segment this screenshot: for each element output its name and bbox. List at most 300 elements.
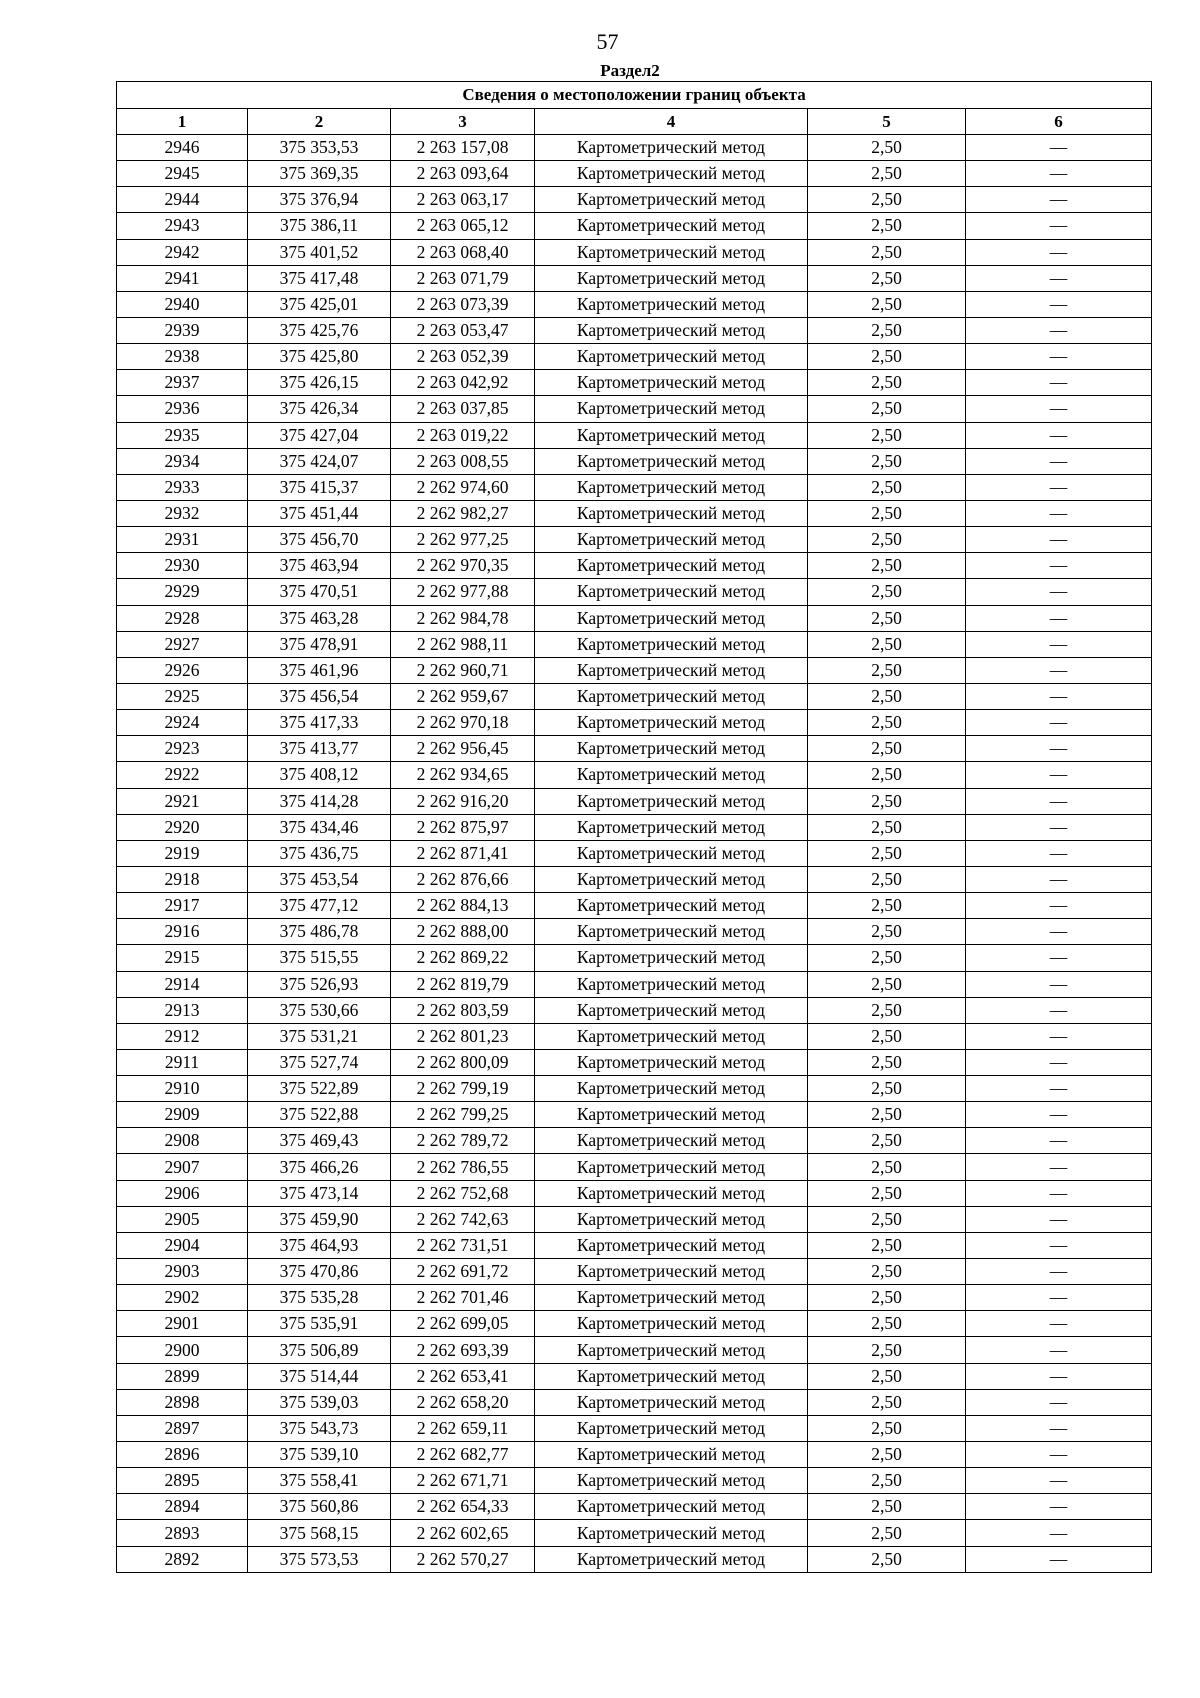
table-row: [117, 605, 1152, 631]
accuracy-cell: 2,50: [808, 1363, 966, 1389]
y-coordinate-cell: 2 262 691,72: [391, 1259, 535, 1285]
table-row: [117, 1023, 1152, 1049]
point-number-cell: 2928: [117, 605, 248, 631]
accuracy-cell: 2,50: [808, 579, 966, 605]
point-number-cell: 2919: [117, 840, 248, 866]
x-coordinate-cell: 375 515,55: [248, 945, 391, 971]
accuracy-cell: 2,50: [808, 1285, 966, 1311]
accuracy-cell: 2,50: [808, 631, 966, 657]
x-coordinate-cell: 375 386,11: [248, 213, 391, 239]
accuracy-cell: 2,50: [808, 1337, 966, 1363]
accuracy-cell: 2,50: [808, 1076, 966, 1102]
method-cell: Картометрический метод: [535, 161, 808, 187]
point-number-cell: 2901: [117, 1311, 248, 1337]
point-number-cell: 2935: [117, 422, 248, 448]
point-number-cell: 2907: [117, 1154, 248, 1180]
accuracy-cell: 2,50: [808, 1102, 966, 1128]
table-row: [117, 291, 1152, 317]
point-number-cell: 2927: [117, 631, 248, 657]
accuracy-cell: 2,50: [808, 1389, 966, 1415]
y-coordinate-cell: 2 262 659,11: [391, 1415, 535, 1441]
boundary-coordinates-table: [116, 81, 1152, 1573]
table-caption: Сведения о местоположении границ объекта: [117, 82, 1152, 109]
table-row: [117, 1285, 1152, 1311]
point-number-cell: 2934: [117, 448, 248, 474]
point-number-cell: 2918: [117, 866, 248, 892]
y-coordinate-cell: 2 262 701,46: [391, 1285, 535, 1311]
y-coordinate-cell: 2 262 602,65: [391, 1520, 535, 1546]
description-cell: —: [966, 1023, 1152, 1049]
description-cell: —: [966, 1468, 1152, 1494]
method-cell: Картометрический метод: [535, 1180, 808, 1206]
description-cell: —: [966, 1154, 1152, 1180]
x-coordinate-cell: 375 463,28: [248, 605, 391, 631]
column-number: 5: [808, 109, 966, 135]
x-coordinate-cell: 375 376,94: [248, 187, 391, 213]
y-coordinate-cell: 2 262 916,20: [391, 788, 535, 814]
point-number-cell: 2896: [117, 1442, 248, 1468]
y-coordinate-cell: 2 262 888,00: [391, 919, 535, 945]
x-coordinate-cell: 375 478,91: [248, 631, 391, 657]
y-coordinate-cell: 2 263 019,22: [391, 422, 535, 448]
point-number-cell: 2895: [117, 1468, 248, 1494]
description-cell: —: [966, 736, 1152, 762]
point-number-cell: 2893: [117, 1520, 248, 1546]
table-row: [117, 1389, 1152, 1415]
description-cell: —: [966, 527, 1152, 553]
description-cell: —: [966, 997, 1152, 1023]
point-number-cell: 2922: [117, 762, 248, 788]
x-coordinate-cell: 375 514,44: [248, 1363, 391, 1389]
point-number-cell: 2926: [117, 657, 248, 683]
x-coordinate-cell: 375 506,89: [248, 1337, 391, 1363]
y-coordinate-cell: 2 262 786,55: [391, 1154, 535, 1180]
method-cell: Картометрический метод: [535, 814, 808, 840]
table-row: [117, 736, 1152, 762]
y-coordinate-cell: 2 263 042,92: [391, 370, 535, 396]
point-number-cell: 2939: [117, 317, 248, 343]
description-cell: —: [966, 605, 1152, 631]
table-row: [117, 448, 1152, 474]
y-coordinate-cell: 2 262 982,27: [391, 500, 535, 526]
description-cell: —: [966, 1389, 1152, 1415]
y-coordinate-cell: 2 263 071,79: [391, 265, 535, 291]
accuracy-cell: 2,50: [808, 971, 966, 997]
y-coordinate-cell: 2 262 959,67: [391, 683, 535, 709]
description-cell: —: [966, 683, 1152, 709]
table-row: [117, 814, 1152, 840]
point-number-cell: 2905: [117, 1206, 248, 1232]
description-cell: —: [966, 919, 1152, 945]
method-cell: Картометрический метод: [535, 1128, 808, 1154]
method-cell: Картометрический метод: [535, 893, 808, 919]
y-coordinate-cell: 2 262 654,33: [391, 1494, 535, 1520]
method-cell: Картометрический метод: [535, 1494, 808, 1520]
method-cell: Картометрический метод: [535, 370, 808, 396]
y-coordinate-cell: 2 262 984,78: [391, 605, 535, 631]
accuracy-cell: 2,50: [808, 1494, 966, 1520]
y-coordinate-cell: 2 262 800,09: [391, 1049, 535, 1075]
y-coordinate-cell: 2 263 037,85: [391, 396, 535, 422]
accuracy-cell: 2,50: [808, 291, 966, 317]
x-coordinate-cell: 375 424,07: [248, 448, 391, 474]
x-coordinate-cell: 375 456,54: [248, 683, 391, 709]
y-coordinate-cell: 2 262 970,35: [391, 553, 535, 579]
x-coordinate-cell: 375 486,78: [248, 919, 391, 945]
y-coordinate-cell: 2 262 699,05: [391, 1311, 535, 1337]
description-cell: —: [966, 1076, 1152, 1102]
method-cell: Картометрический метод: [535, 1206, 808, 1232]
x-coordinate-cell: 375 558,41: [248, 1468, 391, 1494]
description-cell: —: [966, 1102, 1152, 1128]
x-coordinate-cell: 375 531,21: [248, 1023, 391, 1049]
method-cell: Картометрический метод: [535, 788, 808, 814]
x-coordinate-cell: 375 401,52: [248, 239, 391, 265]
description-cell: —: [966, 317, 1152, 343]
point-number-cell: 2892: [117, 1546, 248, 1572]
x-coordinate-cell: 375 535,91: [248, 1311, 391, 1337]
description-cell: —: [966, 1337, 1152, 1363]
method-cell: Картометрический метод: [535, 553, 808, 579]
method-cell: Картометрический метод: [535, 736, 808, 762]
table-row: [117, 553, 1152, 579]
x-coordinate-cell: 375 408,12: [248, 762, 391, 788]
point-number-cell: 2931: [117, 527, 248, 553]
table-row: [117, 919, 1152, 945]
y-coordinate-cell: 2 262 658,20: [391, 1389, 535, 1415]
accuracy-cell: 2,50: [808, 1180, 966, 1206]
description-cell: —: [966, 161, 1152, 187]
x-coordinate-cell: 375 461,96: [248, 657, 391, 683]
x-coordinate-cell: 375 466,26: [248, 1154, 391, 1180]
accuracy-cell: 2,50: [808, 945, 966, 971]
y-coordinate-cell: 2 262 742,63: [391, 1206, 535, 1232]
x-coordinate-cell: 375 451,44: [248, 500, 391, 526]
description-cell: —: [966, 396, 1152, 422]
point-number-cell: 2913: [117, 997, 248, 1023]
accuracy-cell: 2,50: [808, 840, 966, 866]
accuracy-cell: 2,50: [808, 710, 966, 736]
table-row: [117, 631, 1152, 657]
accuracy-cell: 2,50: [808, 1154, 966, 1180]
description-cell: —: [966, 1180, 1152, 1206]
accuracy-cell: 2,50: [808, 1206, 966, 1232]
point-number-cell: 2938: [117, 344, 248, 370]
accuracy-cell: 2,50: [808, 474, 966, 500]
description-cell: —: [966, 1259, 1152, 1285]
accuracy-cell: 2,50: [808, 500, 966, 526]
description-cell: —: [966, 422, 1152, 448]
accuracy-cell: 2,50: [808, 187, 966, 213]
table-body: [117, 135, 1152, 1573]
method-cell: Картометрический метод: [535, 710, 808, 736]
x-coordinate-cell: 375 539,03: [248, 1389, 391, 1415]
method-cell: Картометрический метод: [535, 291, 808, 317]
point-number-cell: 2911: [117, 1049, 248, 1075]
x-coordinate-cell: 375 573,53: [248, 1546, 391, 1572]
table-row: [117, 1520, 1152, 1546]
point-number-cell: 2933: [117, 474, 248, 500]
description-cell: —: [966, 1520, 1152, 1546]
description-cell: —: [966, 893, 1152, 919]
y-coordinate-cell: 2 262 934,65: [391, 762, 535, 788]
accuracy-cell: 2,50: [808, 396, 966, 422]
accuracy-cell: 2,50: [808, 1259, 966, 1285]
x-coordinate-cell: 375 470,51: [248, 579, 391, 605]
accuracy-cell: 2,50: [808, 370, 966, 396]
description-cell: —: [966, 1442, 1152, 1468]
method-cell: Картометрический метод: [535, 683, 808, 709]
table-row: [117, 710, 1152, 736]
accuracy-cell: 2,50: [808, 317, 966, 343]
description-cell: —: [966, 579, 1152, 605]
point-number-cell: 2904: [117, 1232, 248, 1258]
table-row: [117, 265, 1152, 291]
y-coordinate-cell: 2 262 801,23: [391, 1023, 535, 1049]
table-row: [117, 971, 1152, 997]
point-number-cell: 2921: [117, 788, 248, 814]
method-cell: Картометрический метод: [535, 1049, 808, 1075]
y-coordinate-cell: 2 262 974,60: [391, 474, 535, 500]
description-cell: —: [966, 710, 1152, 736]
accuracy-cell: 2,50: [808, 893, 966, 919]
method-cell: Картометрический метод: [535, 1468, 808, 1494]
point-number-cell: 2900: [117, 1337, 248, 1363]
x-coordinate-cell: 375 425,76: [248, 317, 391, 343]
x-coordinate-cell: 375 463,94: [248, 553, 391, 579]
point-number-cell: 2937: [117, 370, 248, 396]
method-cell: Картометрический метод: [535, 317, 808, 343]
method-cell: Картометрический метод: [535, 1337, 808, 1363]
description-cell: —: [966, 553, 1152, 579]
column-number: 3: [391, 109, 535, 135]
description-cell: —: [966, 135, 1152, 161]
x-coordinate-cell: 375 414,28: [248, 788, 391, 814]
method-cell: Картометрический метод: [535, 579, 808, 605]
table-row: [117, 1415, 1152, 1441]
accuracy-cell: 2,50: [808, 1442, 966, 1468]
table-row: [117, 500, 1152, 526]
y-coordinate-cell: 2 262 789,72: [391, 1128, 535, 1154]
table-row: [117, 762, 1152, 788]
method-cell: Картометрический метод: [535, 631, 808, 657]
x-coordinate-cell: 375 436,75: [248, 840, 391, 866]
point-number-cell: 2936: [117, 396, 248, 422]
section-label: Раздел2: [600, 61, 660, 80]
point-number-cell: 2930: [117, 553, 248, 579]
x-coordinate-cell: 375 526,93: [248, 971, 391, 997]
point-number-cell: 2946: [117, 135, 248, 161]
point-number-cell: 2899: [117, 1363, 248, 1389]
method-cell: Картометрический метод: [535, 239, 808, 265]
accuracy-cell: 2,50: [808, 135, 966, 161]
method-cell: Картометрический метод: [535, 657, 808, 683]
y-coordinate-cell: 2 262 970,18: [391, 710, 535, 736]
point-number-cell: 2924: [117, 710, 248, 736]
x-coordinate-cell: 375 535,28: [248, 1285, 391, 1311]
accuracy-cell: 2,50: [808, 422, 966, 448]
description-cell: —: [966, 1128, 1152, 1154]
description-cell: —: [966, 500, 1152, 526]
method-cell: Картометрический метод: [535, 1363, 808, 1389]
x-coordinate-cell: 375 522,89: [248, 1076, 391, 1102]
method-cell: Картометрический метод: [535, 265, 808, 291]
accuracy-cell: 2,50: [808, 344, 966, 370]
description-cell: —: [966, 1049, 1152, 1075]
accuracy-cell: 2,50: [808, 553, 966, 579]
accuracy-cell: 2,50: [808, 788, 966, 814]
x-coordinate-cell: 375 470,86: [248, 1259, 391, 1285]
x-coordinate-cell: 375 417,48: [248, 265, 391, 291]
x-coordinate-cell: 375 453,54: [248, 866, 391, 892]
method-cell: Картометрический метод: [535, 1389, 808, 1415]
x-coordinate-cell: 375 417,33: [248, 710, 391, 736]
y-coordinate-cell: 2 262 960,71: [391, 657, 535, 683]
point-number-cell: 2920: [117, 814, 248, 840]
method-cell: Картометрический метод: [535, 971, 808, 997]
method-cell: Картометрический метод: [535, 762, 808, 788]
description-cell: —: [966, 344, 1152, 370]
description-cell: —: [966, 1206, 1152, 1232]
accuracy-cell: 2,50: [808, 814, 966, 840]
accuracy-cell: 2,50: [808, 239, 966, 265]
y-coordinate-cell: 2 262 731,51: [391, 1232, 535, 1258]
table-row: [117, 1049, 1152, 1075]
table-row: [117, 683, 1152, 709]
y-coordinate-cell: 2 263 053,47: [391, 317, 535, 343]
table-row: [117, 1206, 1152, 1232]
y-coordinate-cell: 2 262 799,25: [391, 1102, 535, 1128]
y-coordinate-cell: 2 262 876,66: [391, 866, 535, 892]
accuracy-cell: 2,50: [808, 762, 966, 788]
method-cell: Картометрический метод: [535, 474, 808, 500]
y-coordinate-cell: 2 262 871,41: [391, 840, 535, 866]
description-cell: —: [966, 265, 1152, 291]
y-coordinate-cell: 2 262 653,41: [391, 1363, 535, 1389]
description-cell: —: [966, 1415, 1152, 1441]
accuracy-cell: 2,50: [808, 527, 966, 553]
table-row: [117, 213, 1152, 239]
table-row: [117, 135, 1152, 161]
method-cell: Картометрический метод: [535, 1076, 808, 1102]
point-number-cell: 2915: [117, 945, 248, 971]
table-row: [117, 945, 1152, 971]
method-cell: Картометрический метод: [535, 213, 808, 239]
x-coordinate-cell: 375 425,80: [248, 344, 391, 370]
x-coordinate-cell: 375 426,34: [248, 396, 391, 422]
method-cell: Картометрический метод: [535, 866, 808, 892]
point-number-cell: 2923: [117, 736, 248, 762]
x-coordinate-cell: 375 434,46: [248, 814, 391, 840]
method-cell: Картометрический метод: [535, 840, 808, 866]
accuracy-cell: 2,50: [808, 265, 966, 291]
description-cell: —: [966, 945, 1152, 971]
column-number: 6: [966, 109, 1152, 135]
x-coordinate-cell: 375 527,74: [248, 1049, 391, 1075]
y-coordinate-cell: 2 263 063,17: [391, 187, 535, 213]
method-cell: Картометрический метод: [535, 1154, 808, 1180]
description-cell: —: [966, 1546, 1152, 1572]
point-number-cell: 2943: [117, 213, 248, 239]
x-coordinate-cell: 375 369,35: [248, 161, 391, 187]
accuracy-cell: 2,50: [808, 1311, 966, 1337]
accuracy-cell: 2,50: [808, 1023, 966, 1049]
description-cell: —: [966, 840, 1152, 866]
table-row: [117, 239, 1152, 265]
y-coordinate-cell: 2 262 819,79: [391, 971, 535, 997]
x-coordinate-cell: 375 456,70: [248, 527, 391, 553]
table-row: [117, 161, 1152, 187]
y-coordinate-cell: 2 262 803,59: [391, 997, 535, 1023]
description-cell: —: [966, 1232, 1152, 1258]
x-coordinate-cell: 375 543,73: [248, 1415, 391, 1441]
x-coordinate-cell: 375 415,37: [248, 474, 391, 500]
y-coordinate-cell: 2 263 157,08: [391, 135, 535, 161]
y-coordinate-cell: 2 263 093,64: [391, 161, 535, 187]
method-cell: Картометрический метод: [535, 187, 808, 213]
description-cell: —: [966, 971, 1152, 997]
method-cell: Картометрический метод: [535, 1285, 808, 1311]
y-coordinate-cell: 2 262 988,11: [391, 631, 535, 657]
point-number-cell: 2916: [117, 919, 248, 945]
point-number-cell: 2897: [117, 1415, 248, 1441]
table-row: [117, 893, 1152, 919]
description-cell: —: [966, 370, 1152, 396]
x-coordinate-cell: 375 522,88: [248, 1102, 391, 1128]
table-row: [117, 1546, 1152, 1572]
method-cell: Картометрический метод: [535, 135, 808, 161]
accuracy-cell: 2,50: [808, 657, 966, 683]
method-cell: Картометрический метод: [535, 605, 808, 631]
page-number: 57: [596, 29, 619, 54]
column-number: 1: [117, 109, 248, 135]
y-coordinate-cell: 2 262 956,45: [391, 736, 535, 762]
description-cell: —: [966, 1363, 1152, 1389]
description-cell: —: [966, 239, 1152, 265]
accuracy-cell: 2,50: [808, 866, 966, 892]
point-number-cell: 2908: [117, 1128, 248, 1154]
method-cell: Картометрический метод: [535, 344, 808, 370]
y-coordinate-cell: 2 262 977,25: [391, 527, 535, 553]
method-cell: Картометрический метод: [535, 396, 808, 422]
table-row: [117, 422, 1152, 448]
method-cell: Картометрический метод: [535, 945, 808, 971]
table-row: [117, 1468, 1152, 1494]
table-row: [117, 1494, 1152, 1520]
accuracy-cell: 2,50: [808, 448, 966, 474]
x-coordinate-cell: 375 464,93: [248, 1232, 391, 1258]
point-number-cell: 2941: [117, 265, 248, 291]
x-coordinate-cell: 375 427,04: [248, 422, 391, 448]
point-number-cell: 2894: [117, 1494, 248, 1520]
y-coordinate-cell: 2 262 875,97: [391, 814, 535, 840]
method-cell: Картометрический метод: [535, 1232, 808, 1258]
column-number: 4: [535, 109, 808, 135]
x-coordinate-cell: 375 469,43: [248, 1128, 391, 1154]
y-coordinate-cell: 2 263 065,12: [391, 213, 535, 239]
y-coordinate-cell: 2 263 008,55: [391, 448, 535, 474]
x-coordinate-cell: 375 473,14: [248, 1180, 391, 1206]
method-cell: Картометрический метод: [535, 448, 808, 474]
x-coordinate-cell: 375 459,90: [248, 1206, 391, 1232]
table-row: [117, 187, 1152, 213]
table-row: [117, 370, 1152, 396]
point-number-cell: 2929: [117, 579, 248, 605]
y-coordinate-cell: 2 263 068,40: [391, 239, 535, 265]
accuracy-cell: 2,50: [808, 1049, 966, 1075]
x-coordinate-cell: 375 568,15: [248, 1520, 391, 1546]
table-row: [117, 1259, 1152, 1285]
